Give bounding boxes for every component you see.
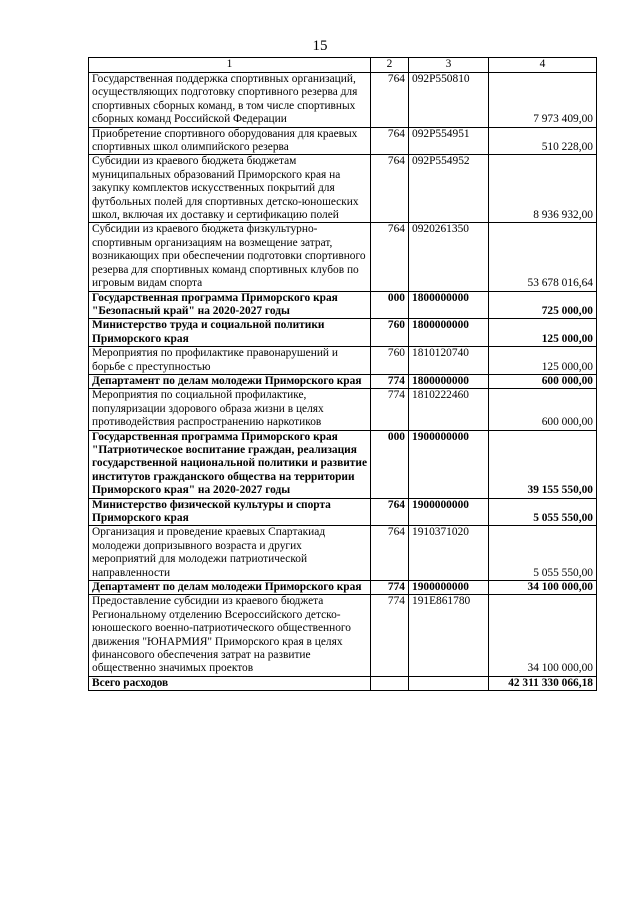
budget-classification-code: 1900000000 [409,498,489,526]
grbs-code: 760 [371,319,409,347]
expense-item-name: Государственная поддержка спортивных организаций, осуществляющих подготовку спортивного резерва для спортивных сборных команд, в том числе спортивных сборных команд Российской Федерации [89,73,371,128]
table-row [89,155,597,223]
table-row [89,73,597,128]
grbs-code: 764 [371,73,409,128]
table-body [89,73,597,691]
budget-classification-code: 1800000000 [409,291,489,319]
grbs-code: 774 [371,581,409,595]
column-header-grbs: 2 [371,58,409,73]
amount: 8 936 932,00 [489,155,597,223]
amount: 725 000,00 [489,291,597,319]
amount: 600 000,00 [489,374,597,388]
grbs-code: 760 [371,347,409,375]
budget-classification-code: 092P554951 [409,127,489,155]
grbs-code: 764 [371,526,409,581]
table-row [89,291,597,319]
budget-classification-code [409,676,489,690]
grbs-code [371,676,409,690]
column-header-code: 3 [409,58,489,73]
budget-expenditure-table [88,57,597,691]
budget-classification-code: 0920261350 [409,223,489,291]
expense-item-name: Мероприятия по социальной профилактике, популяризации здорового образа жизни в целях противодействия распространению наркотиков [89,389,371,430]
table-row [89,223,597,291]
amount: 125 000,00 [489,319,597,347]
amount: 34 100 000,00 [489,595,597,676]
grbs-code: 764 [371,498,409,526]
grbs-code: 774 [371,595,409,676]
budget-classification-code: 1900000000 [409,430,489,498]
budget-classification-code: 092P550810 [409,73,489,128]
column-header-name: 1 [89,58,371,73]
grbs-code: 774 [371,389,409,430]
grbs-code: 000 [371,291,409,319]
expense-item-name: Предоставление субсидии из краевого бюджета Региональному отделению Всероссийского детско-юношеского военно-патриотического общественного движения "ЮНАРМИЯ" Приморского края в целях финансового обеспечения затрат на развитие общественно значимых проектов [89,595,371,676]
expense-item-name: Департамент по делам молодежи Приморского края [89,581,371,595]
budget-classification-code: 092P554952 [409,155,489,223]
amount: 510 228,00 [489,127,597,155]
expense-item-name: Приобретение спортивного оборудования для краевых спортивных школ олимпийского резерва [89,127,371,155]
budget-classification-code: 1910371020 [409,526,489,581]
budget-classification-code: 1810120740 [409,347,489,375]
table-row [89,581,597,595]
expense-item-name: Государственная программа Приморского края "Патриотическое воспитание граждан, реализация государственной национальной политики и развитие институтов гражданского общества на территории Приморского края" на 2020-2027 годы [89,430,371,498]
expense-item-name: Министерство труда и социальной политики Приморского края [89,319,371,347]
table-row [89,319,597,347]
expense-item-name: Мероприятия по профилактике правонарушений и борьбе с преступностью [89,347,371,375]
table-row [89,374,597,388]
grbs-code: 764 [371,223,409,291]
amount: 7 973 409,00 [489,73,597,128]
table-row [89,347,597,375]
budget-classification-code: 1800000000 [409,319,489,347]
amount: 53 678 016,64 [489,223,597,291]
expense-item-name: Субсидии из краевого бюджета физкультурно-спортивным организациям на возмещение затрат, возникающих при обеспечении подготовки спортивного резерва для спортивных команд спортивных клубов по игровым видам спорта [89,223,371,291]
expense-item-name: Всего расходов [89,676,371,690]
column-number-header-row [89,58,597,73]
amount: 34 100 000,00 [489,581,597,595]
budget-classification-code: 191E861780 [409,595,489,676]
column-header-amount: 4 [489,58,597,73]
expense-item-name: Субсидии из краевого бюджета бюджетам муниципальных образований Приморского края на закупку комплектов искусственных покрытий для футбольных полей для спортивных детско-юношеских школ, включая их доставку и сертификацию полей [89,155,371,223]
table-row [89,430,597,498]
amount: 600 000,00 [489,389,597,430]
amount: 125 000,00 [489,347,597,375]
table-row [89,498,597,526]
amount: 5 055 550,00 [489,498,597,526]
table-row [89,526,597,581]
grbs-code: 764 [371,127,409,155]
budget-classification-code: 1900000000 [409,581,489,595]
grbs-code: 774 [371,374,409,388]
amount: 42 311 330 066,18 [489,676,597,690]
grbs-code: 000 [371,430,409,498]
expense-item-name: Министерство физической культуры и спорта Приморского края [89,498,371,526]
amount: 5 055 550,00 [489,526,597,581]
budget-classification-code: 1800000000 [409,374,489,388]
table-row [89,676,597,690]
expense-item-name: Департамент по делам молодежи Приморского края [89,374,371,388]
expense-item-name: Государственная программа Приморского края "Безопасный край" на 2020-2027 годы [89,291,371,319]
table-row [89,389,597,430]
grbs-code: 764 [371,155,409,223]
table-row [89,595,597,676]
expense-item-name: Организация и проведение краевых Спартакиад молодежи допризывного возраста и других мероприятий для молодежи патриотической направленности [89,526,371,581]
amount: 39 155 550,00 [489,430,597,498]
table-row [89,127,597,155]
budget-classification-code: 1810222460 [409,389,489,430]
page-number: 15 [312,38,328,54]
